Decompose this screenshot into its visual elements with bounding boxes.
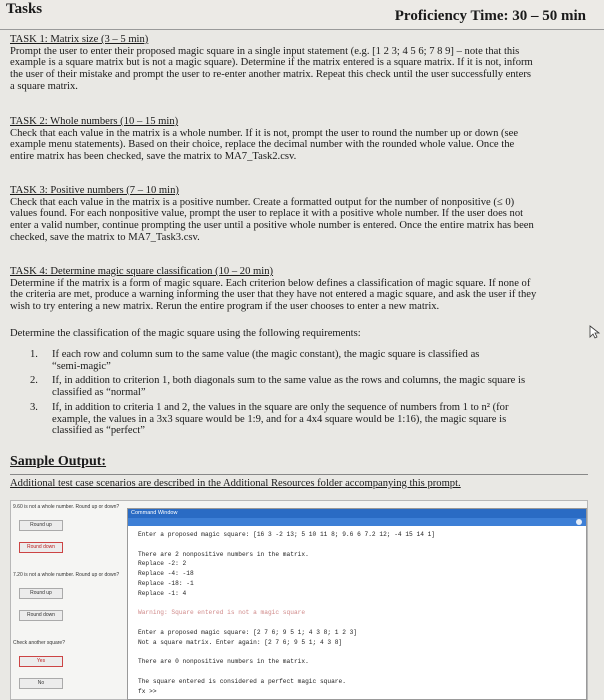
requirement-line: classified as “normal” [52, 387, 146, 399]
task-3-line: values found. For each nonpositive value, prompt the user to replace it with a positive whole number. If the user does not [10, 208, 524, 220]
command-line: Replace -4: -18 [138, 570, 194, 578]
header-tasks-label: Tasks [6, 1, 43, 17]
dialog-button[interactable]: Round down [19, 610, 63, 621]
task-3-line: enter a valid number, continue prompting the user until a positive whole number is entered. Once the entire matrix has been [10, 220, 534, 232]
task-2-title: TASK 2: Whole numbers (10 – 15 min) [10, 116, 179, 127]
requirement-line: “semi-magic” [52, 360, 111, 372]
requirement-line: If, in addition to criterion 1, both diagonals sum to the same value as the rows and columns, the magic square is [52, 375, 526, 387]
dialog-button[interactable]: No [19, 678, 63, 689]
task-1-title: TASK 1: Matrix size (3 – 5 min) [10, 34, 149, 45]
task-2-line: entire matrix has been checked, save the matrix to MA7_Task2.csv. [10, 151, 297, 163]
task-4-section [10, 266, 588, 313]
requirement-line: If, in addition to criteria 1 and 2, the values in the square are only the sequence of numbers from 1 to n² (for [52, 401, 509, 413]
command-line: Replace -18: -1 [138, 580, 194, 587]
command-window-toolbar [128, 518, 586, 526]
dialog-button[interactable]: Round up [19, 520, 63, 531]
requirement-line: If each row and column sum to the same value (the magic constant), the magic square is classified as [52, 349, 480, 360]
command-line: There are 0 nonpositive numbers in the matrix. [138, 658, 309, 666]
task-1-line: Prompt the user to enter their proposed magic square in a single input statement (e.g. [1 2 3; 4 5 6; 7 8 9] – note that this [10, 45, 520, 57]
task-1-line: the user of their mistake and prompt the user to re-enter another matrix. Repeat this check until the user successfully enters [10, 69, 531, 81]
divider [10, 474, 588, 475]
task-4-line: wish to try entering a new matrix. Rerun the entire program if the user chooses to enter a new matrix. [10, 301, 440, 313]
dialog-button[interactable]: Round down [19, 542, 63, 553]
dialog-prompt-text: 7.20 is not a whole number. Round up or down? [13, 572, 120, 578]
dialog-prompt-text: Check another square? [13, 640, 65, 646]
dialog-button[interactable]: Yes [19, 656, 63, 667]
task-2-section [10, 116, 588, 163]
requirement-number: 3. [30, 401, 38, 413]
task-2-line: example menu statements). Based on their choice, replace the decimal number with the rounded whole value. Once the [10, 139, 515, 151]
determine-classification-text: Determine the classification of the magic square using the following requirements: [10, 328, 361, 339]
command-line: Warning: Square entered is not a magic square [138, 609, 306, 617]
close-icon[interactable] [576, 519, 582, 525]
command-window-title: Command Window [128, 509, 586, 518]
requirement-item [30, 402, 550, 437]
dialog-button[interactable]: Round up [19, 588, 63, 599]
page-header [0, 0, 604, 30]
command-line: Not a square matrix. Enter again: [2 7 6; 9 5 1; 4 3 8] [138, 638, 343, 646]
command-line: Enter a proposed magic square: [2 7 6; 9 5 1; 4 3 8; 1 2 3] [138, 629, 358, 636]
command-line: The square entered is considered a perfect magic square. [138, 678, 346, 685]
requirement-line: example, the values in a 3x3 square would be 1:9, and for a 4x4 square would be 1:16), the magic square is [52, 413, 507, 425]
requirement-item [30, 375, 550, 398]
task-1-section [10, 34, 588, 93]
command-line: fx >> [138, 687, 157, 695]
task-3-line: Check that each value in the matrix is a positive number. Create a formatted output for the number of nonpositive (≤ 0) [10, 196, 515, 208]
command-line: Replace -1: 4 [138, 589, 187, 597]
task-4-line: Determine if the matrix is a form of magic square. Each criterion below defines a classification of magic square. If none of [10, 277, 531, 289]
requirement-item [30, 349, 550, 372]
additional-resources-text: Additional test case scenarios are described in the Additional Resources folder accompanying this prompt. [10, 478, 461, 489]
mouse-pointer-icon [589, 325, 601, 339]
requirement-line: classified as “perfect” [52, 425, 145, 437]
requirements-list [30, 349, 550, 440]
sample-output-heading: Sample Output: [10, 454, 107, 469]
command-line: Replace -2: 2 [138, 560, 187, 568]
requirement-number: 2. [30, 375, 38, 387]
task-3-line: checked, save the matrix to MA7_Task3.csv. [10, 231, 200, 243]
command-window [127, 508, 587, 700]
dialog-panel [11, 501, 123, 700]
command-line: There are 2 nonpositive numbers in the matrix. [138, 550, 309, 558]
header-proficiency-time: Proficiency Time: 30 – 50 min [394, 8, 586, 24]
task-3-title: TASK 3: Positive numbers (7 – 10 min) [10, 185, 179, 196]
task-4-title: TASK 4: Determine magic square classification (10 – 20 min) [10, 266, 274, 277]
task-3-section [10, 185, 588, 244]
task-1-line: a square matrix. [10, 80, 78, 92]
sample-output-screenshot [10, 500, 588, 700]
task-2-line: Check that each value in the matrix is a whole number. If it is not, prompt the user to round the number up or down (see [10, 127, 519, 139]
requirement-number: 1. [30, 349, 38, 360]
task-4-line: the criteria are met, produce a warning informing the user that they have not entered a magic square, and ask the user if they [10, 289, 537, 301]
task-1-line: example is a square matrix but is not a magic square). Determine if the matrix entered is a square matrix. If it is not, inform [10, 57, 533, 69]
command-line: Enter a proposed magic square: [16 3 -2 13; 5 10 11 8; 9.6 6 7.2 12; -4 15 14 1] [138, 531, 436, 538]
dialog-prompt-text: 9.60 is not a whole number. Round up or down? [13, 504, 120, 510]
